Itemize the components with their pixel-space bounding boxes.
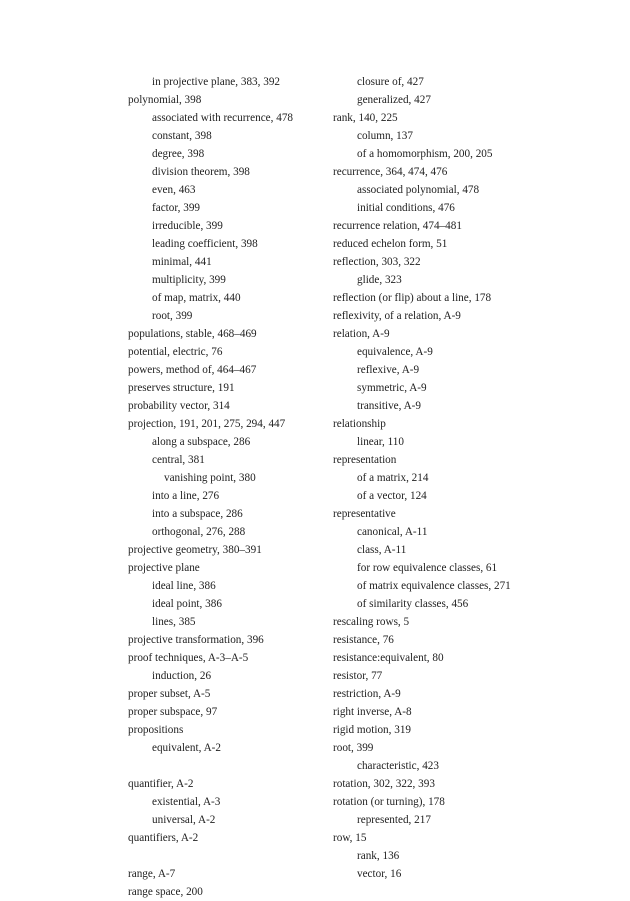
index-subentry: division theorem, 398 (152, 166, 250, 178)
index-entry: quantifiers, A-2 (128, 832, 199, 844)
index-subentry: ideal point, 386 (152, 598, 222, 610)
index-subentry: transitive, A-9 (357, 400, 422, 412)
index-entry: resistance:equivalent, 80 (333, 652, 444, 664)
index-subentry: closure of, 427 (357, 76, 424, 88)
index-subentry: even, 463 (152, 184, 196, 196)
index-entry: range space, 200 (128, 886, 203, 898)
index-subentry: reflexive, A-9 (357, 364, 420, 376)
index-subentry: of map, matrix, 440 (152, 292, 241, 304)
index-subentry: canonical, A-11 (357, 526, 428, 538)
index-entry: right inverse, A-8 (333, 706, 412, 718)
index-entry: range, A-7 (128, 868, 176, 880)
index-subentry: of a matrix, 214 (357, 472, 429, 484)
index-subentry: constant, 398 (152, 130, 212, 142)
index-entry: potential, electric, 76 (128, 346, 223, 358)
index-entry: proper subset, A-5 (128, 688, 211, 700)
index-entry: powers, method of, 464–467 (128, 364, 257, 376)
index-entry: recurrence relation, 474–481 (333, 220, 462, 232)
index-subentry: represented, 217 (357, 814, 431, 826)
index-entry: projection, 191, 201, 275, 294, 447 (128, 418, 286, 430)
index-subentry: ideal line, 386 (152, 580, 216, 592)
index-subentry: of matrix equivalence classes, 271 (357, 580, 511, 592)
index-entry: resistor, 77 (333, 670, 383, 682)
index-entry: proper subspace, 97 (128, 706, 218, 718)
index-entry: reflexivity, of a relation, A-9 (333, 310, 461, 322)
index-subentry: for row equivalence classes, 61 (357, 562, 498, 574)
index-subentry: equivalent, A-2 (152, 742, 221, 754)
index-subentry: associated polynomial, 478 (357, 184, 480, 196)
index-entry: rotation (or turning), 178 (333, 796, 445, 808)
index-subentry: existential, A-3 (152, 796, 221, 808)
index-subentry: multiplicity, 399 (152, 274, 226, 286)
index-column-right (333, 73, 593, 883)
index-entry: reduced echelon form, 51 (333, 238, 448, 250)
index-subentry: minimal, 441 (152, 256, 212, 268)
index-entry: relationship (333, 418, 386, 430)
index-entry: representative (333, 508, 396, 520)
index-subentry: initial conditions, 476 (357, 202, 455, 214)
index-entry: populations, stable, 468–469 (128, 328, 257, 340)
index-subentry: associated with recurrence, 478 (152, 112, 294, 124)
index-entry: probability vector, 314 (128, 400, 230, 412)
index-subentry: along a subspace, 286 (152, 436, 251, 448)
index-entry: rigid motion, 319 (333, 724, 412, 736)
index-entry: proof techniques, A-3–A-5 (128, 652, 249, 664)
index-entry: projective plane (128, 562, 200, 574)
index-entry: rotation, 302, 322, 393 (333, 778, 435, 790)
index-subentry: vanishing point, 380 (164, 472, 256, 484)
index-subentry: rank, 136 (357, 850, 400, 862)
index-subentry: in projective plane, 383, 392 (152, 76, 281, 88)
index-subentry: equivalence, A-9 (357, 346, 433, 358)
index-entry: representation (333, 454, 397, 466)
index-entry: propositions (128, 724, 184, 736)
index-entry: restriction, A-9 (333, 688, 401, 700)
index-subentry: factor, 399 (152, 202, 201, 214)
index-subentry: orthogonal, 276, 288 (152, 526, 246, 538)
index-entry: polynomial, 398 (128, 94, 202, 106)
index-subentry: column, 137 (357, 130, 413, 142)
index-subentry: central, 381 (152, 454, 205, 466)
index-subentry: glide, 323 (357, 274, 402, 286)
index-subentry: irreducible, 399 (152, 220, 223, 232)
index-entry: relation, A-9 (333, 328, 390, 340)
index-subentry: root, 399 (152, 310, 193, 322)
index-subentry: of a vector, 124 (357, 490, 427, 502)
index-subentry: of a homomorphism, 200, 205 (357, 148, 493, 160)
index-subentry: vector, 16 (357, 868, 402, 880)
index-subentry: of similarity classes, 456 (357, 598, 469, 610)
index-entry: quantifier, A-2 (128, 778, 194, 790)
index-subentry: induction, 26 (152, 670, 212, 682)
index-subentry: generalized, 427 (357, 94, 431, 106)
index-subentry: lines, 385 (152, 616, 196, 628)
index-entry: row, 15 (333, 832, 367, 844)
index-entry: reflection, 303, 322 (333, 256, 421, 268)
index-entry: resistance, 76 (333, 634, 394, 646)
index-subentry: degree, 398 (152, 148, 205, 160)
index-subentry: characteristic, 423 (357, 760, 439, 772)
index-entry: rescaling rows, 5 (333, 616, 410, 628)
index-subentry: into a subspace, 286 (152, 508, 243, 520)
index-subentry: into a line, 276 (152, 490, 220, 502)
index-entry: recurrence, 364, 474, 476 (333, 166, 448, 178)
index-entry: projective geometry, 380–391 (128, 544, 262, 556)
index-entry: reflection (or flip) about a line, 178 (333, 292, 492, 304)
index-entry: rank, 140, 225 (333, 112, 398, 124)
index-subentry: symmetric, A-9 (357, 382, 427, 394)
index-entry: projective transformation, 396 (128, 634, 264, 646)
index-entry: preserves structure, 191 (128, 382, 235, 394)
index-subentry: leading coefficient, 398 (152, 238, 258, 250)
index-subentry: class, A-11 (357, 544, 407, 556)
index-subentry: universal, A-2 (152, 814, 216, 826)
index-subentry: linear, 110 (357, 436, 404, 448)
index-entry: root, 399 (333, 742, 374, 754)
